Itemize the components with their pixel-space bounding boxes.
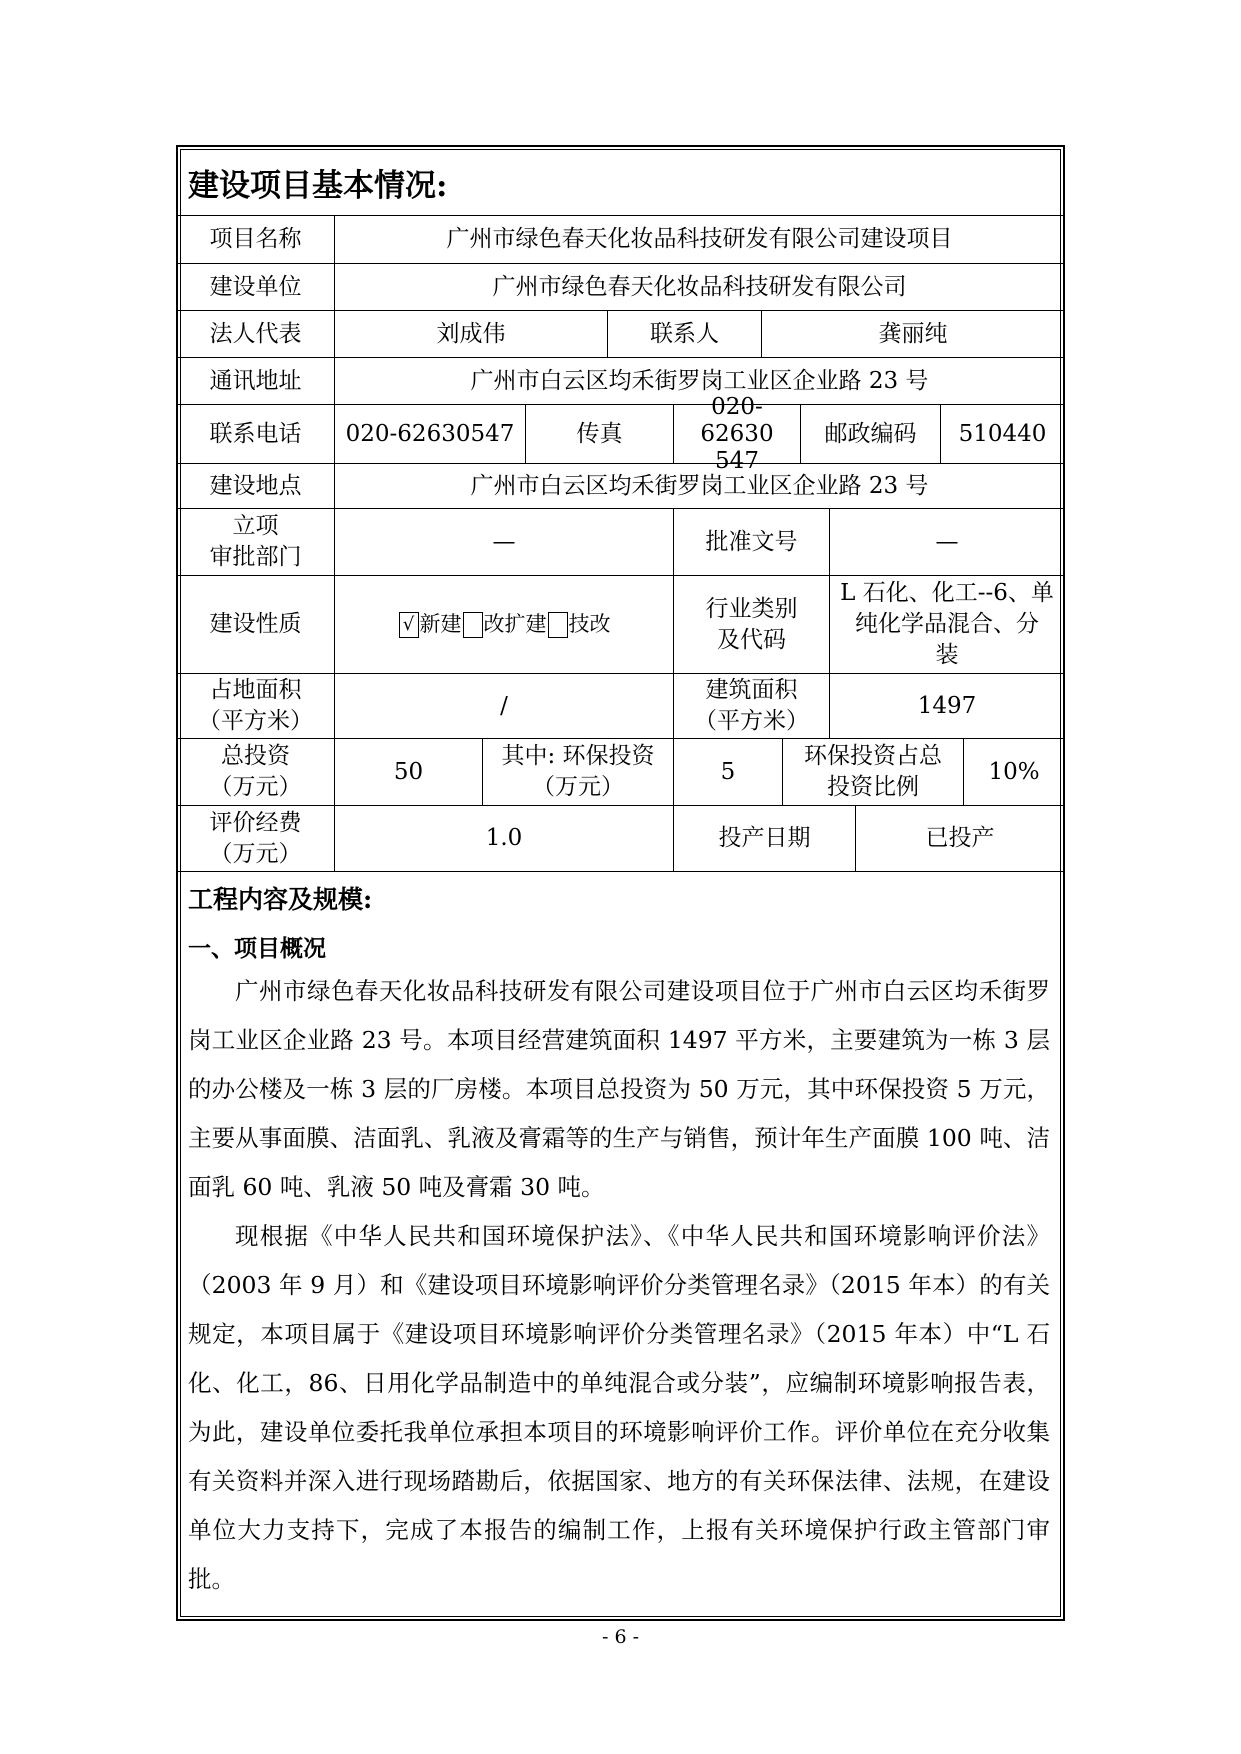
site-value: 广州市白云区均禾街罗岗工业区企业路 23 号 — [335, 464, 1065, 508]
eval-fee-label — [177, 806, 335, 871]
project-info-table — [176, 215, 1065, 872]
land-area-value: / — [335, 674, 674, 738]
contact-value: 龚丽纯 — [762, 311, 1065, 357]
site-label: 建设地点 — [177, 464, 335, 508]
nature-options — [335, 576, 674, 673]
eval-fee-label-2: （万元） — [209, 840, 302, 867]
paragraph-1: 广州市绿色春天化妆品科技研发有限公司建设项目位于广州市白云区均禾街罗岗工业区企业路 23 号。本项目经营建筑面积 1497 平方米，主要建筑为一栋 3 层的办公楼及一栋 3 层的厂房楼。本项目总投资为 50 万元，其中环保投资 5 万元，主要从事面膜、洁面乳、乳液及膏霜等的生产与销售，预计年生产面膜 100 吨、洁面乳 60 吨、乳液 50 吨及膏霜 30 吨。 — [188, 977, 1050, 1201]
body-text — [188, 967, 1050, 1604]
land-area-label-2: （平方米） — [198, 708, 313, 734]
land-area-label — [177, 674, 335, 738]
project-name-value: 广州市绿色春天化妆品科技研发有限公司建设项目 — [335, 216, 1065, 263]
total-invest-label — [177, 739, 335, 805]
approval-dept-label-1: 立项 — [232, 513, 279, 539]
nature-option-expand: 改扩建 — [483, 612, 547, 636]
industry-label — [674, 576, 830, 673]
checkbox-new-checked: √ — [399, 612, 419, 638]
nature-label: 建设性质 — [177, 576, 335, 673]
production-date-label: 投产日期 — [674, 806, 856, 871]
approval-dept-label-2: 审批部门 — [209, 544, 302, 570]
builder-value: 广州市绿色春天化妆品科技研发有限公司 — [335, 264, 1065, 310]
approval-dept-label — [177, 509, 335, 575]
postcode-label: 邮政编码 — [801, 405, 941, 463]
page-number: - 6 - — [601, 1626, 639, 1648]
nature-option-new: 新建 — [419, 612, 462, 636]
building-area-value: 1497 — [830, 674, 1065, 738]
table-row — [177, 576, 1065, 674]
eval-fee-label-1: 评价经费 — [209, 809, 302, 836]
project-name-label: 项目名称 — [177, 216, 335, 263]
building-area-label — [674, 674, 830, 738]
table-row — [177, 264, 1065, 311]
industry-value — [830, 576, 1065, 673]
table-row — [177, 674, 1065, 739]
production-date-value: 已投产 — [856, 806, 1065, 871]
contact-label: 联系人 — [608, 311, 762, 357]
table-row — [177, 464, 1065, 509]
phone-label: 联系电话 — [177, 405, 335, 463]
env-invest-label — [483, 739, 674, 805]
address-value: 广州市白云区均禾街罗岗工业区企业路 23 号 — [335, 358, 1065, 404]
env-ratio-label-1: 环保投资占总 — [804, 743, 942, 769]
fax-line-1: 020-62630 — [700, 393, 774, 447]
fax-value — [674, 393, 801, 474]
fax-label: 传真 — [526, 405, 674, 463]
env-invest-label-1: 其中: 环保投资 — [501, 743, 655, 769]
builder-label: 建设单位 — [177, 264, 335, 310]
industry-line-3: 装 — [935, 642, 959, 668]
table-row — [177, 311, 1065, 358]
fax-line-2: 547 — [715, 447, 759, 474]
table-row — [177, 806, 1065, 872]
legal-rep-value: 刘成伟 — [335, 311, 608, 357]
total-invest-label-1: 总投资 — [221, 743, 290, 769]
approval-no-value: — — [830, 509, 1065, 575]
address-label: 通讯地址 — [177, 358, 335, 404]
section-title: 建设项目基本情况: — [188, 168, 448, 204]
industry-label-2: 及代码 — [717, 626, 786, 653]
approval-dept-value: — — [335, 509, 674, 575]
env-invest-label-2: （万元） — [532, 774, 624, 800]
env-invest-value: 5 — [674, 739, 783, 805]
checkbox-retrofit — [548, 612, 568, 638]
eval-fee-value: 1.0 — [335, 806, 674, 871]
land-area-label-1: 占地面积 — [209, 677, 302, 703]
table-row — [177, 739, 1065, 806]
total-invest-value: 50 — [335, 739, 483, 805]
subsection1-title: 一、项目概况 — [188, 935, 326, 962]
section2-title: 工程内容及规模: — [188, 885, 373, 914]
paragraph-2: 现根据《中华人民共和国环境保护法》、《中华人民共和国环境影响评价法》（2003 年 9 月）和《建设项目环境影响评价分类管理名录》（2015 年本）的有关规定，本项目属于《建设项目环境影响评价分类管理名录》（2015 年本）中“L 石化、化工，86、日用化学品制造中的单纯混合或分装”，应编制环境影响报告表，为此，建设单位委托我单位承担本项目的环境影响评价工作。评价单位在充分收集有关资料并深入进行现场踏勘后，依据国家、地方的有关环保法律、法规，在建设单位大力支持下，完成了本报告的编制工作，上报有关环境保护行政主管部门审批。 — [188, 1222, 1050, 1593]
industry-line-1: L 石化、化工--6、单 — [840, 580, 1054, 606]
legal-rep-label: 法人代表 — [177, 311, 335, 357]
total-invest-label-2: （万元） — [209, 774, 302, 800]
approval-no-label: 批准文号 — [674, 509, 830, 575]
table-row — [177, 393, 1065, 474]
building-area-label-1: 建筑面积 — [705, 677, 798, 703]
env-ratio-label-2: 投资比例 — [827, 774, 919, 800]
industry-line-2: 纯化学品混合、分 — [855, 611, 1039, 637]
env-ratio-value: 10% — [964, 739, 1065, 805]
table-row — [177, 509, 1065, 576]
table-row — [177, 216, 1065, 264]
env-ratio-label — [783, 739, 964, 805]
checkbox-expand — [463, 612, 483, 638]
building-area-label-2: （平方米） — [694, 708, 809, 734]
table-row — [177, 358, 1065, 405]
phone-value: 020-62630547 — [335, 405, 526, 463]
postcode-value: 510440 — [941, 405, 1065, 463]
nature-option-retrofit: 技改 — [568, 612, 611, 636]
industry-label-1: 行业类别 — [705, 595, 798, 622]
